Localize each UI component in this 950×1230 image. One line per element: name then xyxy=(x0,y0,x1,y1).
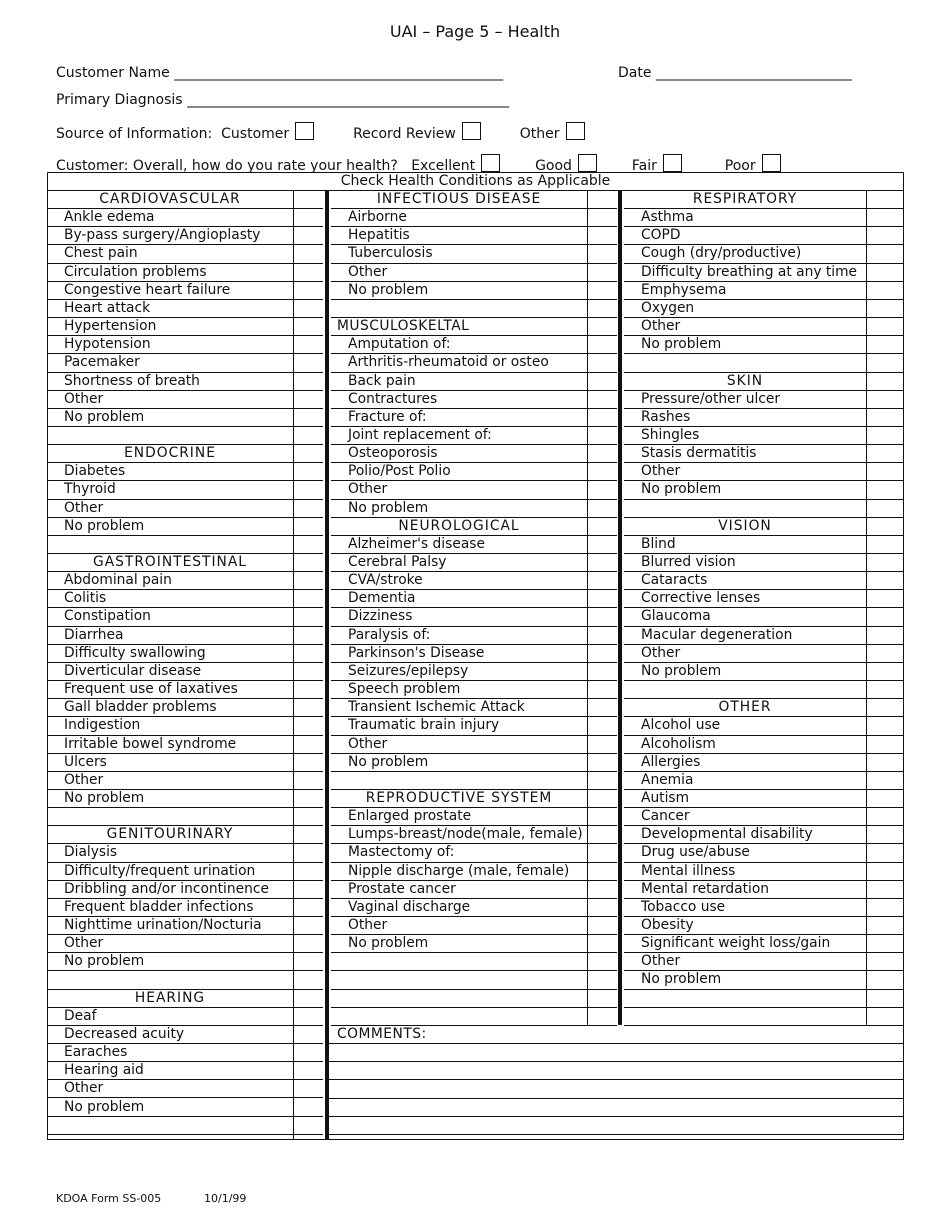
form-id: KDOA Form SS-005 xyxy=(56,1192,162,1205)
condition-other: Other xyxy=(641,318,681,335)
condition-other: Other xyxy=(64,935,104,952)
check-cell-stasis-dermatitis[interactable] xyxy=(866,444,904,462)
check-cell-developmental-disability[interactable] xyxy=(866,825,904,843)
rating-poor-checkbox[interactable] xyxy=(762,154,781,172)
condition-blank xyxy=(331,771,604,789)
condition-alcoholism: Alcoholism xyxy=(641,735,716,752)
rating-excellent-label: Excellent xyxy=(411,158,476,174)
check-cell-autism[interactable] xyxy=(866,789,904,807)
condition-other: Other xyxy=(641,644,681,661)
condition-decreased-acuity: Decreased acuity xyxy=(64,1025,185,1042)
check-cell-no-problem[interactable] xyxy=(293,517,323,535)
check-cell-no-problem[interactable] xyxy=(293,789,323,807)
condition-allergies: Allergies xyxy=(641,753,701,770)
condition-arthritis-rheumatoid-or-osteo: Arthritis-rheumatoid or osteo xyxy=(348,354,549,371)
condition-diverticular-disease: Diverticular disease xyxy=(64,662,202,679)
check-cell-mastectomy-of[interactable] xyxy=(587,843,617,861)
condition-no-problem: No problem xyxy=(64,517,145,534)
condition-hearing-aid: Hearing aid xyxy=(64,1062,144,1079)
check-cell-other[interactable] xyxy=(293,499,323,517)
check-cell-alzheimer-s-disease[interactable] xyxy=(587,535,617,553)
condition-copd: COPD xyxy=(641,227,681,244)
check-cell-hypotension[interactable] xyxy=(293,335,323,353)
condition-osteoporosis: Osteoporosis xyxy=(348,445,438,462)
check-cell-other[interactable] xyxy=(293,390,323,408)
section-header-other: OTHER xyxy=(718,699,772,716)
check-cell-no-problem[interactable] xyxy=(293,1098,323,1116)
check-cell-difficulty-breathing-at-any-time[interactable] xyxy=(866,263,904,281)
condition-traumatic-brain-injury: Traumatic brain injury xyxy=(348,717,500,734)
condition-no-problem: No problem xyxy=(64,1098,145,1115)
condition-significant-weight-loss-gain: Significant weight loss/gain xyxy=(641,935,831,952)
date-row xyxy=(618,65,852,81)
condition-by-pass-surgery-angioplasty: By-pass surgery/Angioplasty xyxy=(64,227,261,244)
rating-fair-label: Fair xyxy=(631,158,657,174)
condition-blank xyxy=(47,535,310,553)
condition-prostate-cancer: Prostate cancer xyxy=(348,880,456,897)
check-cell-cough-dry-productive[interactable] xyxy=(866,244,904,262)
condition-dialysis: Dialysis xyxy=(64,844,118,861)
condition-dementia: Dementia xyxy=(348,590,416,607)
check-cell-other[interactable] xyxy=(866,317,904,335)
condition-gall-bladder-problems: Gall bladder problems xyxy=(64,699,217,716)
primary-diagnosis-label: Primary Diagnosis xyxy=(56,92,183,108)
check-cell-mental-illness[interactable] xyxy=(866,862,904,880)
check-cell-nighttime-urination-nocturia[interactable] xyxy=(293,916,323,934)
condition-shortness-of-breath: Shortness of breath xyxy=(64,372,200,389)
section-header-infectious-disease: INFECTIOUS DISEASE xyxy=(376,191,542,207)
health-rating-row xyxy=(56,154,781,174)
condition-ulcers: Ulcers xyxy=(64,753,107,770)
check-cell-hypertension[interactable] xyxy=(293,317,323,335)
condition-cva-stroke: CVA/stroke xyxy=(348,572,423,589)
check-cell-parkinson-s-disease[interactable] xyxy=(587,644,617,662)
source-record-review-checkbox[interactable] xyxy=(462,122,481,140)
check-cell-fracture-of[interactable] xyxy=(587,408,617,426)
condition-earaches: Earaches xyxy=(64,1044,128,1061)
condition-no-problem: No problem xyxy=(348,281,429,298)
condition-cataracts: Cataracts xyxy=(641,572,708,589)
check-cell-cataracts[interactable] xyxy=(866,571,904,589)
check-cell-constipation[interactable] xyxy=(293,607,323,625)
condition-blurred-vision: Blurred vision xyxy=(641,554,736,570)
check-cell-dribbling-and-or-incontinence[interactable] xyxy=(293,880,323,898)
check-cell-tuberculosis[interactable] xyxy=(587,244,617,262)
section-header-skin: SKIN xyxy=(726,372,764,389)
condition-diabetes: Diabetes xyxy=(64,463,126,480)
condition-lumps-breast-node-male-female: Lumps-breast/node(male, female) xyxy=(348,826,583,843)
section-header-gastrointestinal: GASTROINTESTINAL xyxy=(93,554,247,570)
source-other-checkbox[interactable] xyxy=(566,122,585,140)
condition-nighttime-urination-nocturia: Nighttime urination/Nocturia xyxy=(64,917,262,933)
condition-no-problem: No problem xyxy=(64,953,145,970)
condition-frequent-bladder-infections: Frequent bladder infections xyxy=(64,898,254,915)
condition-difficulty-frequent-urination: Difficulty/frequent urination xyxy=(64,862,256,879)
check-cell-difficulty-frequent-urination[interactable] xyxy=(293,862,323,880)
condition-joint-replacement-of: Joint replacement of: xyxy=(348,426,492,443)
condition-tobacco-use: Tobacco use xyxy=(641,898,726,915)
rating-good-checkbox[interactable] xyxy=(578,154,597,172)
condition-corrective-lenses: Corrective lenses xyxy=(641,590,761,607)
check-cell-drug-use-abuse[interactable] xyxy=(866,843,904,861)
check-cell-emphysema[interactable] xyxy=(866,281,904,299)
condition-anemia: Anemia xyxy=(641,771,694,788)
condition-irritable-bowel-syndrome: Irritable bowel syndrome xyxy=(64,735,237,752)
section-header-vision: VISION xyxy=(718,517,772,534)
section-header-musculoskeltal: MUSCULOSKELTAL xyxy=(337,318,470,335)
comments-area[interactable] xyxy=(331,1043,902,1140)
check-cell-other[interactable] xyxy=(587,480,617,498)
condition-other: Other xyxy=(348,481,388,498)
check-cell-speech-problem[interactable] xyxy=(587,680,617,698)
section-header-neurological: NEUROLOGICAL xyxy=(398,517,520,534)
condition-blank xyxy=(624,353,883,371)
check-cell-heart-attack[interactable] xyxy=(293,299,323,317)
check-cell-thyroid[interactable] xyxy=(293,480,323,498)
check-cell-no-problem[interactable] xyxy=(866,335,904,353)
check-cell-obesity[interactable] xyxy=(866,916,904,934)
check-cell-enlarged-prostate[interactable] xyxy=(587,807,617,825)
condition-no-problem: No problem xyxy=(348,753,429,770)
condition-congestive-heart-failure: Congestive heart failure xyxy=(64,281,231,298)
rating-label: Customer: Overall, how do you rate your health? xyxy=(56,158,398,174)
check-cell-frequent-use-of-laxatives[interactable] xyxy=(293,680,323,698)
condition-enlarged-prostate: Enlarged prostate xyxy=(348,808,472,825)
condition-oxygen: Oxygen xyxy=(641,299,695,316)
check-cell-tobacco-use[interactable] xyxy=(866,898,904,916)
condition-no-problem: No problem xyxy=(641,481,722,498)
condition-no-problem: No problem xyxy=(64,408,145,425)
condition-frequent-use-of-laxatives: Frequent use of laxatives xyxy=(64,681,238,698)
check-cell-decreased-acuity[interactable] xyxy=(293,1025,323,1043)
check-cell-deaf[interactable] xyxy=(293,1007,323,1025)
condition-deaf: Deaf xyxy=(64,1007,97,1024)
condition-back-pain: Back pain xyxy=(348,372,416,389)
date-label: Date xyxy=(618,65,652,81)
customer-name-label: Customer Name xyxy=(56,65,170,81)
section-header-cardiovascular: CARDIOVASCULAR xyxy=(99,191,241,207)
check-cell-circulation-problems[interactable] xyxy=(293,263,323,281)
condition-transient-ischemic-attack: Transient Ischemic Attack xyxy=(348,699,525,716)
condition-other: Other xyxy=(64,1080,104,1097)
source-label: Source of Information: xyxy=(56,126,213,142)
condition-dizziness: Dizziness xyxy=(348,608,413,625)
condition-pressure-other-ulcer: Pressure/other ulcer xyxy=(641,390,781,407)
condition-other: Other xyxy=(64,499,104,516)
section-header-endocrine: ENDOCRINE xyxy=(124,445,216,462)
check-cell-other[interactable] xyxy=(587,916,617,934)
check-cell-hearing-aid[interactable] xyxy=(293,1061,323,1079)
condition-abdominal-pain: Abdominal pain xyxy=(64,572,172,589)
check-conditions-header: Check Health Conditions as Applicable xyxy=(340,173,611,189)
condition-other: Other xyxy=(641,953,681,970)
condition-heart-attack: Heart attack xyxy=(64,299,151,316)
check-cell-no-problem[interactable] xyxy=(866,480,904,498)
condition-blank xyxy=(331,299,604,317)
page-title: UAI – Page 5 – Health xyxy=(389,22,561,41)
check-cell-rashes[interactable] xyxy=(866,408,904,426)
condition-airborne: Airborne xyxy=(348,209,407,226)
condition-blind: Blind xyxy=(641,535,676,552)
condition-circulation-problems: Circulation problems xyxy=(64,263,207,280)
check-cell-other[interactable] xyxy=(293,934,323,952)
condition-hypertension: Hypertension xyxy=(64,318,157,335)
condition-cough-dry-productive: Cough (dry/productive) xyxy=(641,245,802,262)
check-cell-dizziness[interactable] xyxy=(587,607,617,625)
check-cell-osteoporosis[interactable] xyxy=(587,444,617,462)
check-cell-cva-stroke[interactable] xyxy=(587,571,617,589)
condition-asthma: Asthma xyxy=(641,209,694,226)
check-cell-indigestion[interactable] xyxy=(293,716,323,734)
check-cell-by-pass-surgery-angioplasty[interactable] xyxy=(293,226,323,244)
condition-blank xyxy=(331,970,604,988)
check-cell-nipple-discharge-male-female[interactable] xyxy=(587,862,617,880)
check-cell-other[interactable] xyxy=(293,1079,323,1097)
check-cell-arthritis-rheumatoid-or-osteo[interactable] xyxy=(587,353,617,371)
check-cell-gall-bladder-problems[interactable] xyxy=(293,698,323,716)
condition-drug-use-abuse: Drug use/abuse xyxy=(641,844,750,861)
source-of-information-row xyxy=(56,122,585,142)
condition-ankle-edema: Ankle edema xyxy=(64,209,155,226)
check-cell-other[interactable] xyxy=(866,462,904,480)
check-cell-no-problem[interactable] xyxy=(587,934,617,952)
check-cell-shingles[interactable] xyxy=(866,426,904,444)
condition-alzheimer-s-disease: Alzheimer's disease xyxy=(348,535,485,552)
check-cell-no-problem[interactable] xyxy=(587,281,617,299)
condition-emphysema: Emphysema xyxy=(641,281,727,298)
condition-indigestion: Indigestion xyxy=(64,717,141,734)
condition-autism: Autism xyxy=(641,789,690,806)
check-cell-no-problem[interactable] xyxy=(866,970,904,988)
heavy-divider-1 xyxy=(325,190,329,1140)
check-cell-alcohol-use[interactable] xyxy=(866,716,904,734)
condition-hepatitis: Hepatitis xyxy=(348,227,410,244)
condition-cancer: Cancer xyxy=(641,808,690,825)
check-cell-joint-replacement-of[interactable] xyxy=(587,426,617,444)
check-cell-no-problem[interactable] xyxy=(587,499,617,517)
check-cell-corrective-lenses[interactable] xyxy=(866,589,904,607)
rating-good-label: Good xyxy=(535,158,572,174)
check-cell-copd[interactable] xyxy=(866,226,904,244)
check-cell-pacemaker[interactable] xyxy=(293,353,323,371)
check-cell-blind[interactable] xyxy=(866,535,904,553)
check-cell-other[interactable] xyxy=(587,735,617,753)
condition-no-problem: No problem xyxy=(348,499,429,516)
condition-nipple-discharge-male-female: Nipple discharge (male, female) xyxy=(348,862,570,879)
condition-macular-degeneration: Macular degeneration xyxy=(641,626,793,643)
check-cell-glaucoma[interactable] xyxy=(866,607,904,625)
condition-alcohol-use: Alcohol use xyxy=(641,717,721,734)
check-cell-asthma[interactable] xyxy=(866,208,904,226)
condition-other: Other xyxy=(64,771,104,788)
source-customer-checkbox[interactable] xyxy=(295,122,314,140)
check-cell-alcoholism[interactable] xyxy=(866,735,904,753)
check-cell-lumps-breast-node-male-female[interactable] xyxy=(587,825,617,843)
condition-other: Other xyxy=(348,735,388,752)
condition-developmental-disability: Developmental disability xyxy=(641,826,813,843)
condition-seizures-epilepsy: Seizures/epilepsy xyxy=(348,662,469,679)
check-cell-diverticular-disease[interactable] xyxy=(293,662,323,680)
condition-blank xyxy=(47,426,310,444)
customer-name-field[interactable]: _______________________________________________ xyxy=(174,65,504,81)
check-cell-abdominal-pain[interactable] xyxy=(293,571,323,589)
check-cell-significant-weight-loss-gain[interactable] xyxy=(866,934,904,952)
check-cell-other[interactable] xyxy=(293,771,323,789)
condition-no-problem: No problem xyxy=(641,662,722,679)
check-cell-mental-retardation[interactable] xyxy=(866,880,904,898)
section-header-hearing: HEARING xyxy=(134,989,206,1006)
heavy-divider-2 xyxy=(618,190,622,1025)
check-cell-seizures-epilepsy[interactable] xyxy=(587,662,617,680)
check-cell-other[interactable] xyxy=(866,644,904,662)
condition-paralysis-of: Paralysis of: xyxy=(348,626,431,643)
condition-no-problem: No problem xyxy=(64,789,145,806)
form-date: 10/1/99 xyxy=(204,1192,247,1205)
primary-diagnosis-row xyxy=(56,92,509,108)
check-cell-airborne[interactable] xyxy=(587,208,617,226)
condition-blank xyxy=(47,970,310,988)
check-cell-dialysis[interactable] xyxy=(293,843,323,861)
check-cell-vaginal-discharge[interactable] xyxy=(587,898,617,916)
primary-diagnosis-field[interactable]: ______________________________________________ xyxy=(187,92,510,108)
check-cell-other[interactable] xyxy=(866,952,904,970)
check-cell-ankle-edema[interactable] xyxy=(293,208,323,226)
rating-fair-checkbox[interactable] xyxy=(663,154,682,172)
check-cell-other[interactable] xyxy=(587,263,617,281)
condition-vaginal-discharge: Vaginal discharge xyxy=(348,898,471,915)
section-header-genitourinary: GENITOURINARY xyxy=(106,826,234,843)
condition-blank xyxy=(624,989,883,1007)
check-cell-polio-post-polio[interactable] xyxy=(587,462,617,480)
check-cell-oxygen[interactable] xyxy=(866,299,904,317)
condition-thyroid: Thyroid xyxy=(64,481,116,498)
condition-mental-retardation: Mental retardation xyxy=(641,880,770,897)
condition-blank xyxy=(47,1116,310,1134)
condition-chest-pain: Chest pain xyxy=(64,245,138,262)
health-conditions-grid xyxy=(47,172,904,1140)
check-cell-pressure-other-ulcer[interactable] xyxy=(866,390,904,408)
condition-colitis: Colitis xyxy=(64,590,107,607)
check-cell-cerebral-palsy[interactable] xyxy=(587,553,617,571)
condition-rashes: Rashes xyxy=(641,408,691,425)
check-cell-no-problem[interactable] xyxy=(587,753,617,771)
condition-mental-illness: Mental illness xyxy=(641,862,736,879)
condition-other: Other xyxy=(64,390,104,407)
condition-obesity: Obesity xyxy=(641,917,694,933)
condition-diarrhea: Diarrhea xyxy=(64,626,124,643)
condition-hypotension: Hypotension xyxy=(64,336,151,353)
condition-no-problem: No problem xyxy=(348,935,429,952)
condition-pacemaker: Pacemaker xyxy=(64,354,140,371)
check-cell-earaches[interactable] xyxy=(293,1043,323,1061)
check-cell-no-problem[interactable] xyxy=(866,662,904,680)
check-cell-contractures[interactable] xyxy=(587,390,617,408)
condition-blank xyxy=(331,952,604,970)
condition-cerebral-palsy: Cerebral Palsy xyxy=(348,554,447,570)
condition-no-problem: No problem xyxy=(641,971,722,988)
check-cell-dementia[interactable] xyxy=(587,589,617,607)
condition-blank xyxy=(624,680,883,698)
check-cell-irritable-bowel-syndrome[interactable] xyxy=(293,735,323,753)
condition-contractures: Contractures xyxy=(348,390,438,407)
condition-difficulty-swallowing: Difficulty swallowing xyxy=(64,644,206,661)
condition-blank xyxy=(624,499,883,517)
check-cell-blurred-vision[interactable] xyxy=(866,553,904,571)
condition-parkinson-s-disease: Parkinson's Disease xyxy=(348,644,485,661)
condition-other: Other xyxy=(641,463,681,480)
check-cell-chest-pain[interactable] xyxy=(293,244,323,262)
customer-name-row xyxy=(56,65,503,81)
rating-poor-label: Poor xyxy=(724,158,756,174)
check-cell-back-pain[interactable] xyxy=(587,372,617,390)
condition-blank xyxy=(47,807,310,825)
condition-mastectomy-of: Mastectomy of: xyxy=(348,844,455,861)
check-cell-prostate-cancer[interactable] xyxy=(587,880,617,898)
section-header-respiratory: RESPIRATORY xyxy=(692,191,798,207)
condition-other: Other xyxy=(348,263,388,280)
condition-glaucoma: Glaucoma xyxy=(641,608,711,625)
condition-shingles: Shingles xyxy=(641,426,700,443)
date-field[interactable]: ____________________________ xyxy=(655,65,852,81)
rating-excellent-checkbox[interactable] xyxy=(481,154,500,172)
check-cell-congestive-heart-failure[interactable] xyxy=(293,281,323,299)
check-cell-diabetes[interactable] xyxy=(293,462,323,480)
check-cell-frequent-bladder-infections[interactable] xyxy=(293,898,323,916)
check-cell-colitis[interactable] xyxy=(293,589,323,607)
check-cell-amputation-of[interactable] xyxy=(587,335,617,353)
check-cell-diarrhea[interactable] xyxy=(293,626,323,644)
check-cell-cancer[interactable] xyxy=(866,807,904,825)
condition-stasis-dermatitis: Stasis dermatitis xyxy=(641,445,757,462)
check-cell-hepatitis[interactable] xyxy=(587,226,617,244)
check-cell-shortness-of-breath[interactable] xyxy=(293,372,323,390)
check-cell-traumatic-brain-injury[interactable] xyxy=(587,716,617,734)
check-cell-anemia[interactable] xyxy=(866,771,904,789)
check-cell-paralysis-of[interactable] xyxy=(587,626,617,644)
check-cell-difficulty-swallowing[interactable] xyxy=(293,644,323,662)
check-cell-ulcers[interactable] xyxy=(293,753,323,771)
check-cell-allergies[interactable] xyxy=(866,753,904,771)
comments-label: COMMENTS: xyxy=(337,1025,427,1042)
condition-no-problem: No problem xyxy=(641,336,722,353)
condition-fracture-of: Fracture of: xyxy=(348,408,427,425)
condition-tuberculosis: Tuberculosis xyxy=(348,245,433,262)
source-option-record-review-label: Record Review xyxy=(353,126,456,142)
check-cell-macular-degeneration[interactable] xyxy=(866,626,904,644)
check-cell-no-problem[interactable] xyxy=(293,952,323,970)
check-cell-transient-ischemic-attack[interactable] xyxy=(587,698,617,716)
condition-other: Other xyxy=(348,917,388,933)
condition-amputation-of: Amputation of: xyxy=(348,336,451,353)
condition-dribbling-and-or-incontinence: Dribbling and/or incontinence xyxy=(64,880,269,897)
condition-speech-problem: Speech problem xyxy=(348,681,461,698)
section-header-reproductive-system: REPRODUCTIVE SYSTEM xyxy=(365,789,553,806)
condition-difficulty-breathing-at-any-time: Difficulty breathing at any time xyxy=(641,263,858,280)
check-cell-no-problem[interactable] xyxy=(293,408,323,426)
source-option-customer-label: Customer xyxy=(221,126,290,142)
condition-constipation: Constipation xyxy=(64,608,151,625)
condition-polio-post-polio: Polio/Post Polio xyxy=(348,463,451,480)
source-option-other-label: Other xyxy=(519,126,560,142)
